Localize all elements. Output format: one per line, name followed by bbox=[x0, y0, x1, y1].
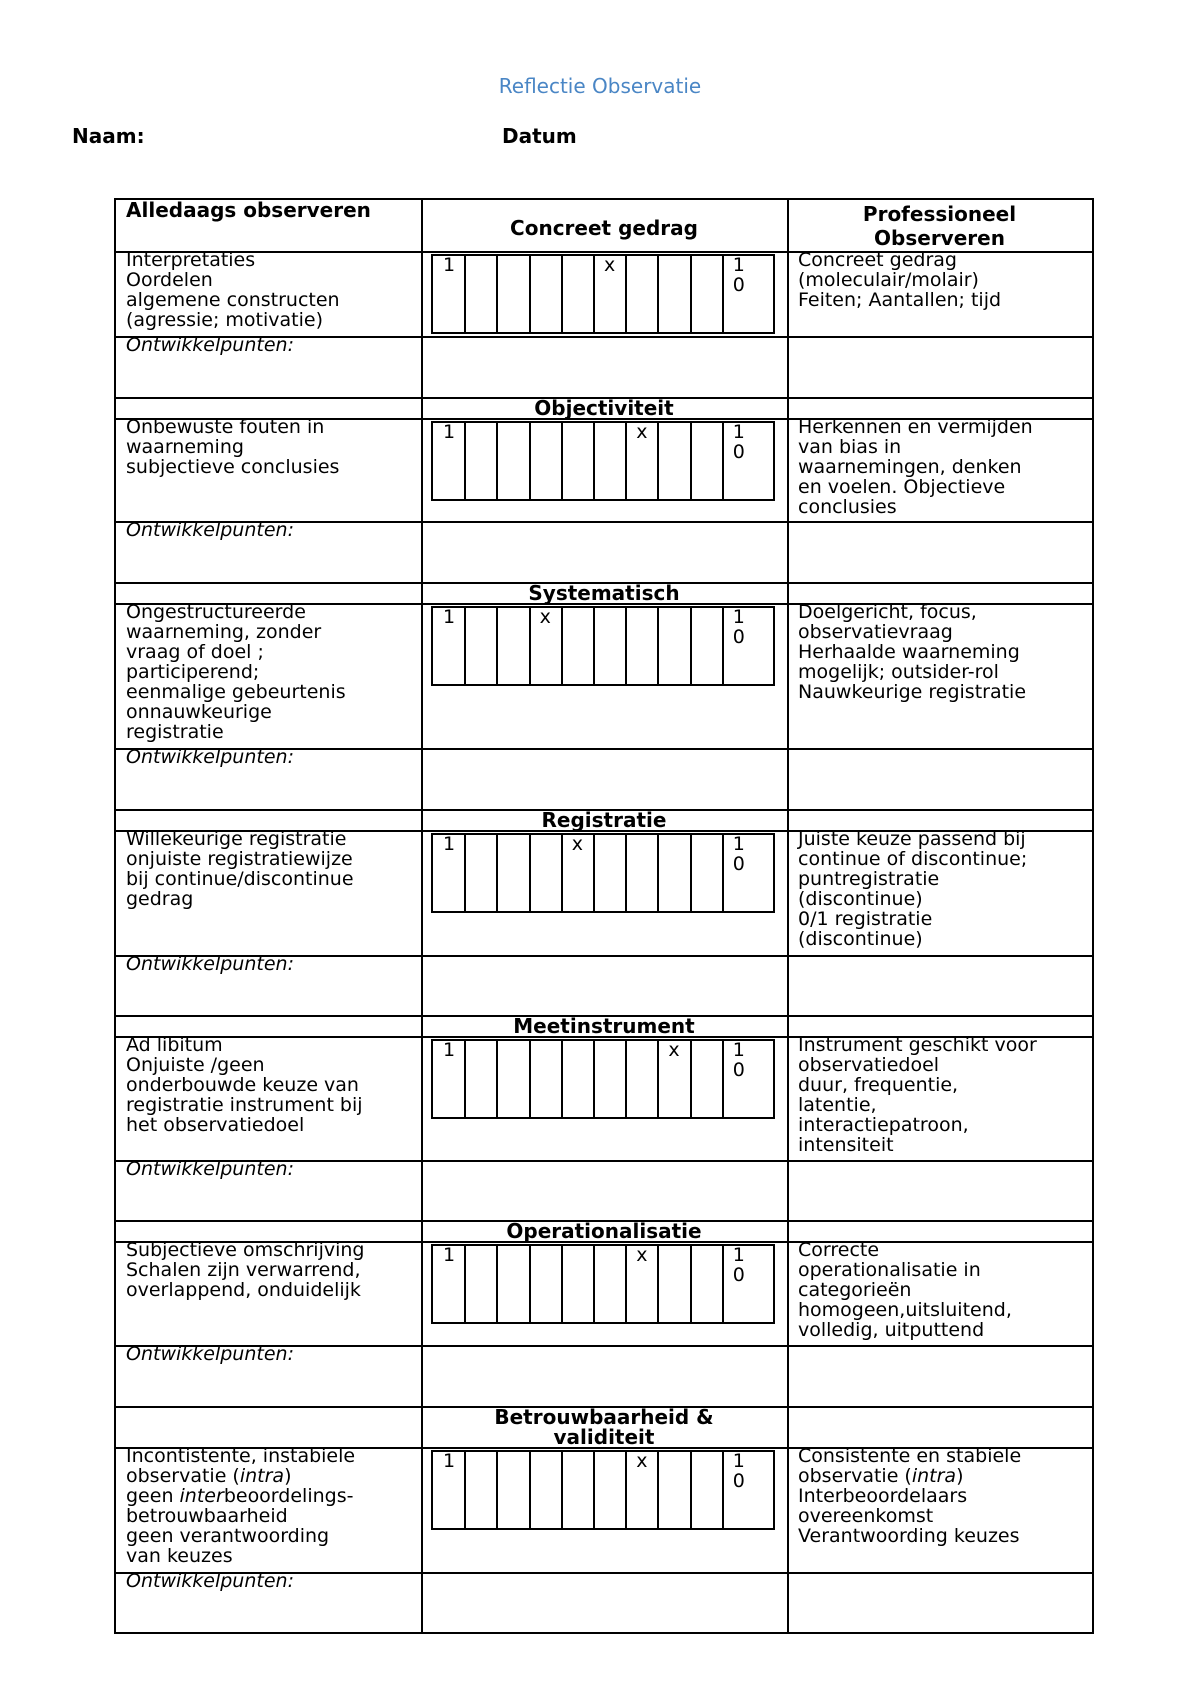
scale-max-label: 1 0 bbox=[732, 421, 745, 463]
section-title: Meetinstrument bbox=[513, 1014, 695, 1038]
scale-min-label: 1 bbox=[443, 421, 456, 443]
development-points-input[interactable] bbox=[423, 750, 1092, 807]
table-right-border bbox=[1092, 198, 1094, 1634]
text-fragment: Incontistente, instabiele bbox=[126, 1445, 356, 1467]
table-left-border bbox=[114, 198, 116, 1634]
scale-score-mark[interactable]: x bbox=[668, 1039, 680, 1061]
scale-divider bbox=[496, 1246, 498, 1322]
text-fragment: observatie ( bbox=[126, 1465, 240, 1487]
development-points-label: Ontwikkelpunten: bbox=[126, 746, 294, 768]
scale-divider bbox=[496, 256, 498, 332]
development-points-input[interactable] bbox=[423, 957, 1092, 1013]
scale-score-mark[interactable]: x bbox=[571, 833, 584, 855]
rating-scale[interactable] bbox=[431, 1450, 775, 1530]
text-line bbox=[798, 1446, 1021, 1466]
text-fragment: van keuzes bbox=[126, 1545, 233, 1567]
scale-min-label: 1 bbox=[443, 1450, 456, 1472]
criteria-professional: Herkennen en vermijden van bias in waarnemingen, denken en voelen. Objectieve conclusies bbox=[798, 416, 1033, 518]
scale-divider bbox=[561, 835, 563, 911]
text-fragment: ) bbox=[284, 1465, 292, 1487]
scale-divider bbox=[690, 1041, 692, 1117]
scale-divider bbox=[529, 256, 531, 332]
scale-divider bbox=[722, 608, 724, 684]
text-line bbox=[798, 1466, 1021, 1486]
text-line bbox=[126, 1486, 355, 1506]
section-title: Registratie bbox=[541, 808, 667, 832]
text-fragment: intra bbox=[911, 1465, 957, 1487]
scale-score-mark[interactable]: x bbox=[636, 421, 648, 443]
scale-divider bbox=[690, 1452, 692, 1528]
scale-divider bbox=[657, 423, 659, 499]
scale-divider bbox=[657, 1041, 659, 1117]
scale-min-label: 1 bbox=[443, 254, 456, 276]
scale-divider bbox=[464, 835, 466, 911]
scale-max-label: 1 0 bbox=[732, 606, 745, 648]
scale-min-label: 1 bbox=[443, 1039, 456, 1061]
scale-divider bbox=[561, 608, 563, 684]
scale-divider bbox=[657, 256, 659, 332]
rating-scale[interactable] bbox=[431, 254, 775, 334]
scale-score-mark[interactable]: x bbox=[604, 254, 616, 276]
scale-divider bbox=[625, 835, 627, 911]
scale-divider bbox=[593, 256, 595, 332]
scale-divider bbox=[722, 423, 724, 499]
criteria-everyday: Willekeurige registratie onjuiste registratiewijze bij continue/discontinue gedrag bbox=[126, 828, 354, 910]
text-line bbox=[798, 1486, 1021, 1506]
development-points-label: Ontwikkelpunten: bbox=[126, 1570, 294, 1592]
development-points-input[interactable] bbox=[423, 523, 1092, 580]
section-title: Operationalisatie bbox=[506, 1219, 702, 1243]
rating-scale[interactable] bbox=[431, 833, 775, 913]
development-points-input[interactable] bbox=[423, 1574, 1092, 1630]
scale-divider bbox=[496, 1452, 498, 1528]
criteria-everyday: Subjectieve omschrijving Schalen zijn verwarrend, overlappend, onduidelijk bbox=[126, 1239, 365, 1301]
column-header-concreet-gedrag: Concreet gedrag bbox=[510, 216, 698, 240]
text-fragment: Verantwoording keuzes bbox=[798, 1525, 1020, 1547]
scale-score-mark[interactable]: x bbox=[539, 606, 551, 628]
scale-divider bbox=[464, 1452, 466, 1528]
scale-divider bbox=[529, 1246, 531, 1322]
scale-max-label: 1 0 bbox=[732, 1039, 745, 1081]
scale-divider bbox=[593, 1452, 595, 1528]
scale-divider bbox=[529, 1452, 531, 1528]
scale-divider bbox=[593, 608, 595, 684]
text-line bbox=[126, 1506, 355, 1526]
scale-divider bbox=[690, 1246, 692, 1322]
scale-divider bbox=[561, 423, 563, 499]
scale-divider bbox=[690, 835, 692, 911]
scale-divider bbox=[657, 835, 659, 911]
text-fragment: ) bbox=[956, 1465, 964, 1487]
scale-divider bbox=[722, 1452, 724, 1528]
section-title: Betrouwbaarheid & validiteit bbox=[494, 1405, 714, 1449]
development-points-label: Ontwikkelpunten: bbox=[126, 1343, 294, 1365]
column-header-professioneel: Professioneel Observeren bbox=[862, 202, 1017, 250]
scale-divider bbox=[561, 256, 563, 332]
scale-min-label: 1 bbox=[443, 606, 456, 628]
text-fragment: betrouwbaarheid bbox=[126, 1505, 288, 1527]
scale-divider bbox=[690, 256, 692, 332]
text-line bbox=[126, 1546, 355, 1566]
text-fragment: Interbeoordelaars bbox=[798, 1485, 968, 1507]
scale-divider bbox=[657, 1246, 659, 1322]
scale-divider bbox=[690, 423, 692, 499]
scale-divider bbox=[464, 256, 466, 332]
scale-divider bbox=[593, 1246, 595, 1322]
text-fragment: intra bbox=[239, 1465, 285, 1487]
scale-divider bbox=[561, 1041, 563, 1117]
criteria-professional: Correcte operationalisatie in categorieën homogeen,uitsluitend, volledig, uitputtend bbox=[798, 1239, 1012, 1341]
scale-divider bbox=[657, 1452, 659, 1528]
text-fragment: observatie ( bbox=[798, 1465, 912, 1487]
scale-divider bbox=[561, 1246, 563, 1322]
criteria-everyday: Interpretaties Oordelen algemene constructen (agressie; motivatie) bbox=[126, 249, 340, 331]
criteria-professional: Juiste keuze passend bij continue of discontinue; puntregistratie (discontinue) 0/1 registratie (discontinue) bbox=[798, 828, 1028, 950]
text-line bbox=[798, 1506, 1021, 1526]
section-title: Objectiviteit bbox=[534, 396, 674, 420]
date-label: Datum bbox=[502, 124, 577, 148]
text-line bbox=[798, 1526, 1021, 1546]
scale-divider bbox=[593, 423, 595, 499]
section-title: Systematisch bbox=[528, 581, 680, 605]
table-bottom-border bbox=[114, 1632, 1094, 1634]
scale-divider bbox=[464, 423, 466, 499]
scale-divider bbox=[625, 1246, 627, 1322]
column-header-alledaags: Alledaags observeren bbox=[126, 198, 371, 222]
criteria-professional: Doelgericht, focus, observatievraag Herhaalde waarneming mogelijk; outsider-rol Nauwkeurige registratie bbox=[798, 601, 1027, 703]
text-fragment: geen bbox=[126, 1485, 180, 1507]
scale-divider bbox=[464, 608, 466, 684]
scale-divider bbox=[625, 1452, 627, 1528]
text-line bbox=[126, 1446, 355, 1466]
criteria-professional: Concreet gedrag (moleculair/molair) Feiten; Aantallen; tijd bbox=[798, 249, 1002, 311]
criteria-everyday: Ongestructureerde waarneming, zonder vraag of doel ; participerend; eenmalige gebeurtenis onnauwkeurige registratie bbox=[126, 601, 346, 743]
scale-divider bbox=[722, 1041, 724, 1117]
development-points-label: Ontwikkelpunten: bbox=[126, 334, 294, 356]
rating-scale[interactable] bbox=[431, 421, 775, 501]
text-fragment: Consistente en stabiele bbox=[798, 1445, 1022, 1467]
scale-divider bbox=[529, 423, 531, 499]
scale-min-label: 1 bbox=[443, 1244, 456, 1266]
scale-divider bbox=[625, 423, 627, 499]
scale-divider bbox=[690, 608, 692, 684]
column-divider-right bbox=[787, 198, 789, 1634]
rating-scale[interactable] bbox=[431, 606, 775, 686]
text-line bbox=[126, 1526, 355, 1546]
scale-min-label: 1 bbox=[443, 833, 456, 855]
scale-divider bbox=[464, 1041, 466, 1117]
column-divider-left bbox=[421, 198, 423, 1634]
scale-divider bbox=[464, 1246, 466, 1322]
name-label: Naam: bbox=[72, 124, 145, 148]
criteria-professional: Instrument geschikt voor observatiedoel duur, frequentie, latentie, interactiepatroon, intensiteit bbox=[798, 1034, 1037, 1156]
development-points-label: Ontwikkelpunten: bbox=[126, 519, 294, 541]
scale-divider bbox=[625, 608, 627, 684]
scale-max-label: 1 0 bbox=[732, 1244, 745, 1286]
criteria-everyday bbox=[126, 1446, 355, 1566]
scale-divider bbox=[529, 1041, 531, 1117]
scale-divider bbox=[593, 835, 595, 911]
rating-scale[interactable] bbox=[431, 1039, 775, 1119]
scale-divider bbox=[496, 1041, 498, 1117]
development-points-input[interactable] bbox=[423, 1162, 1092, 1218]
document-title: Reflectie Observatie bbox=[498, 74, 702, 98]
criteria-professional bbox=[798, 1446, 1021, 1546]
scale-divider bbox=[496, 423, 498, 499]
scale-divider bbox=[722, 256, 724, 332]
text-line bbox=[126, 1466, 355, 1486]
scale-divider bbox=[593, 1041, 595, 1117]
scale-divider bbox=[625, 256, 627, 332]
development-points-input[interactable] bbox=[423, 338, 1092, 395]
text-fragment: beoordelings- bbox=[223, 1485, 354, 1507]
scale-divider bbox=[625, 1041, 627, 1117]
scale-max-label: 1 0 bbox=[732, 254, 745, 296]
scale-max-label: 1 0 bbox=[732, 1450, 745, 1492]
scale-divider bbox=[529, 835, 531, 911]
text-fragment: inter bbox=[179, 1485, 224, 1507]
scale-divider bbox=[561, 1452, 563, 1528]
criteria-everyday: Onbewuste fouten in waarneming subjectieve conclusies bbox=[126, 416, 340, 478]
criteria-everyday: Ad libitum Onjuiste /geen onderbouwde keuze van registratie instrument bij het observatiedoel bbox=[126, 1034, 363, 1136]
scale-divider bbox=[657, 608, 659, 684]
scale-divider bbox=[496, 608, 498, 684]
rating-scale[interactable] bbox=[431, 1244, 775, 1324]
development-points-input[interactable] bbox=[423, 1347, 1092, 1404]
text-fragment: overeenkomst bbox=[798, 1505, 934, 1527]
scale-divider bbox=[496, 835, 498, 911]
text-fragment: geen verantwoording bbox=[126, 1525, 330, 1547]
scale-score-mark[interactable]: x bbox=[636, 1450, 648, 1472]
scale-divider bbox=[529, 608, 531, 684]
scale-score-mark[interactable]: x bbox=[636, 1244, 648, 1266]
scale-max-label: 1 0 bbox=[732, 833, 745, 875]
development-points-label: Ontwikkelpunten: bbox=[126, 953, 294, 975]
scale-divider bbox=[722, 835, 724, 911]
scale-divider bbox=[722, 1246, 724, 1322]
development-points-label: Ontwikkelpunten: bbox=[126, 1158, 294, 1180]
